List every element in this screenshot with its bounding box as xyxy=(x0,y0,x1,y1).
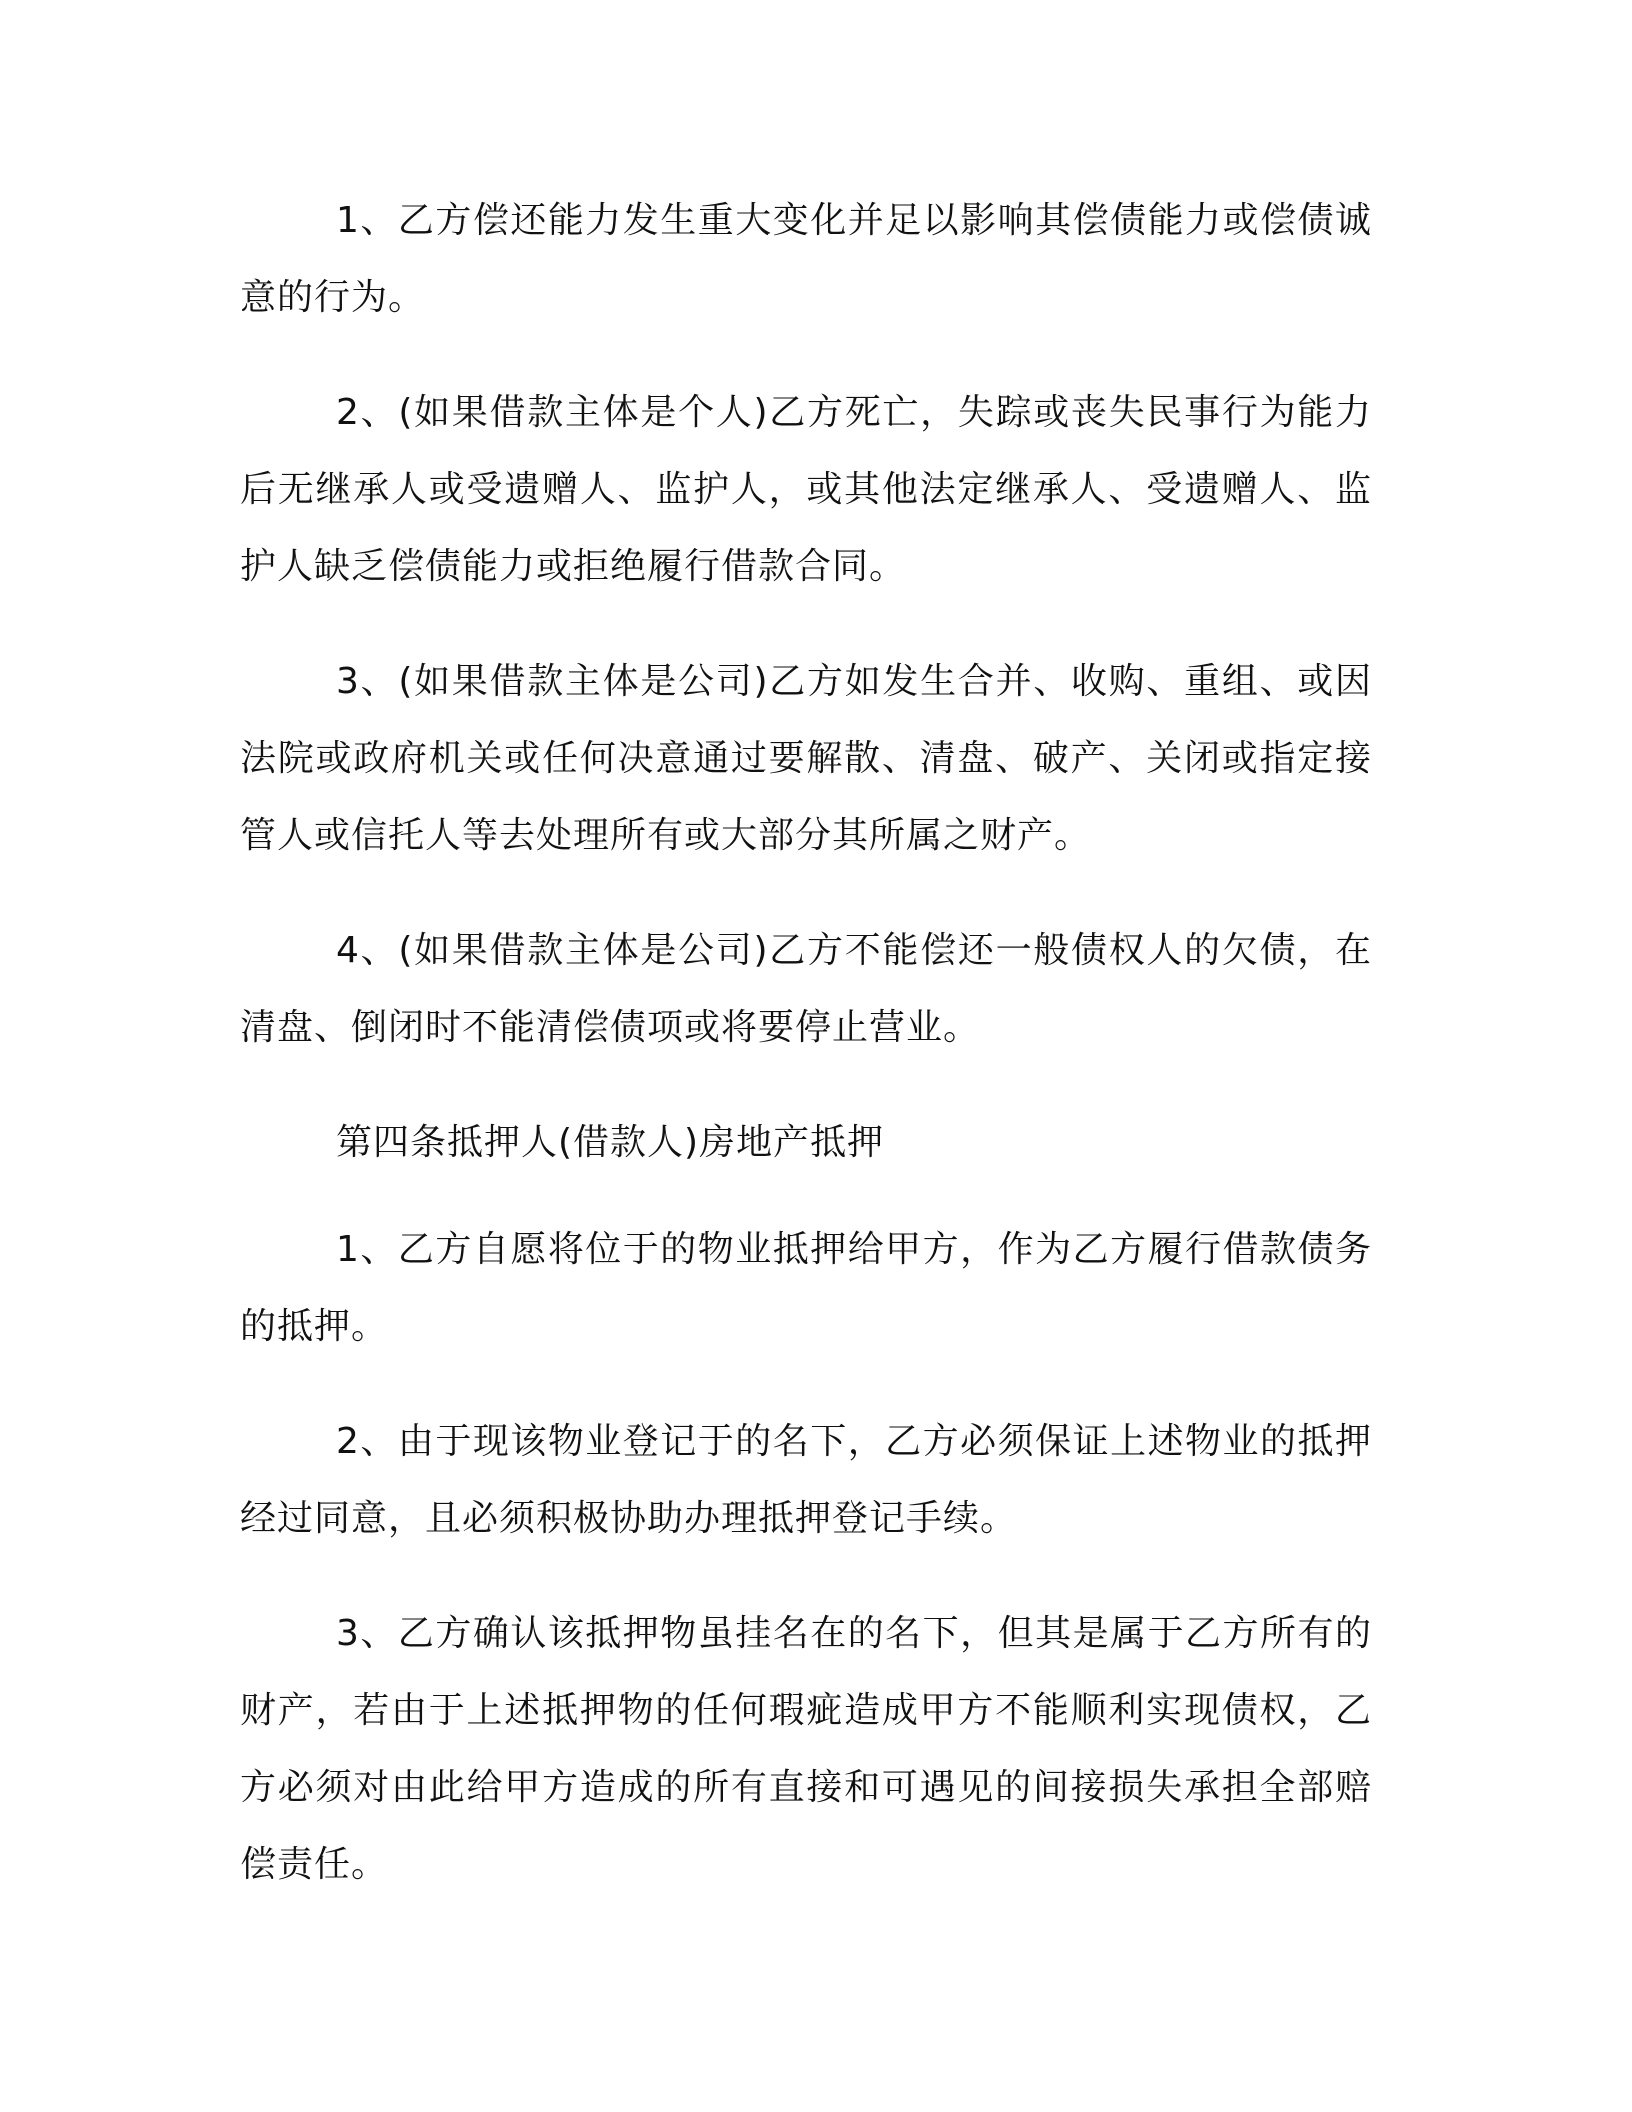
clause-paragraph-2: 2、(如果借款主体是个人)乙方死亡，失踪或丧失民事行为能力后无继承人或受遗赠人、监护人，或其他法定继承人、受遗赠人、监护人缺乏偿债能力或拒绝履行借款合同。 xyxy=(240,392,1372,587)
mortgage-paragraph-2: 2、由于现该物业登记于的名下，乙方必须保证上述物业的抵押经过同意，且必须积极协助办理抵押登记手续。 xyxy=(240,1421,1372,1539)
clause-paragraph-1: 1、乙方偿还能力发生重大变化并足以影响其偿债能力或偿债诚意的行为。 xyxy=(240,200,1372,318)
mortgage-paragraph-3: 3、乙方确认该抵押物虽挂名在的名下，但其是属于乙方所有的财产，若由于上述抵押物的任何瑕疵造成甲方不能顺利实现债权，乙方必须对由此给甲方造成的所有直接和可遇见的间接损失承担全部赔偿责任。 xyxy=(240,1613,1372,1885)
clause-paragraph-4: 4、(如果借款主体是公司)乙方不能偿还一般债权人的欠债，在清盘、倒闭时不能清偿债项或将要停止营业。 xyxy=(240,930,1372,1048)
article-heading: 第四条抵押人(借款人)房地产抵押 xyxy=(336,1122,885,1163)
document-page xyxy=(240,182,1372,1941)
clause-paragraph-3: 3、(如果借款主体是公司)乙方如发生合并、收购、重组、或因法院或政府机关或任何决意通过要解散、清盘、破产、关闭或指定接管人或信托人等去处理所有或大部分其所属之财产。 xyxy=(240,661,1372,856)
mortgage-paragraph-1: 1、乙方自愿将位于的物业抵押给甲方，作为乙方履行借款债务的抵押。 xyxy=(240,1229,1372,1347)
